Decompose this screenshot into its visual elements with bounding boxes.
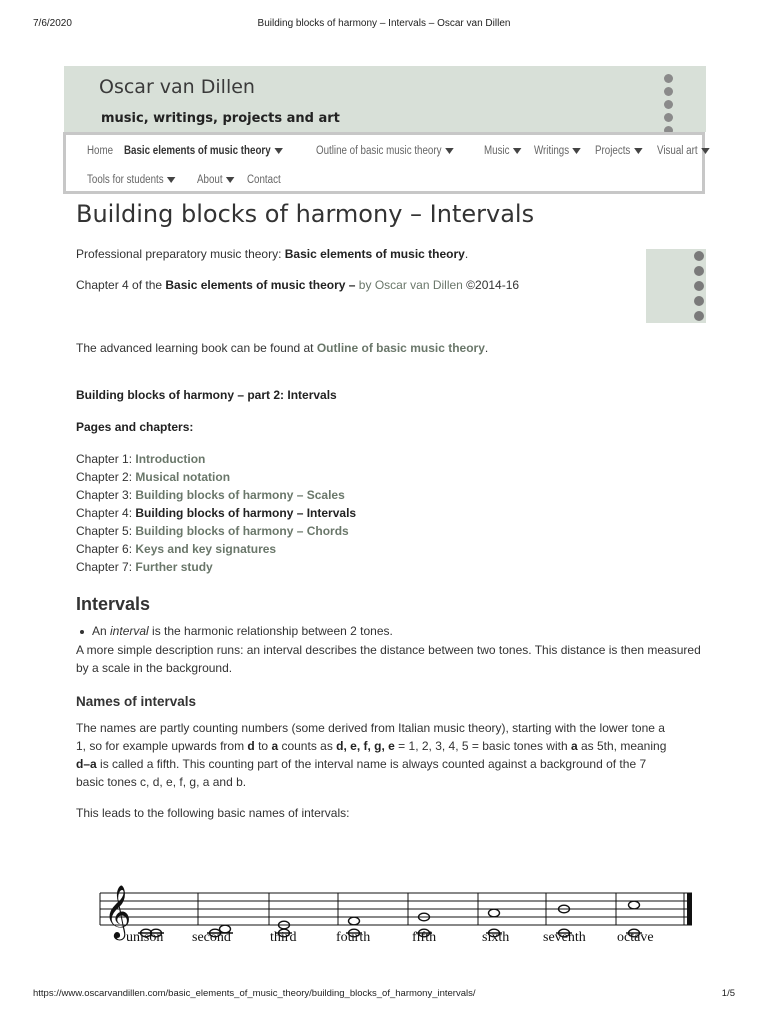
interval-label: unison: [126, 930, 164, 945]
nav-item-visual-art[interactable]: [657, 145, 709, 157]
print-date: 7/6/2020: [33, 18, 72, 29]
nav-item-tools-for-students[interactable]: [87, 174, 176, 186]
bullet-emphasis: interval: [110, 624, 149, 638]
interval-label: octave: [617, 930, 654, 945]
list-item: [76, 468, 356, 486]
names-2c: counts as: [278, 739, 337, 753]
pages-heading-text: Pages and chapters:: [76, 420, 194, 434]
nav-item-music[interactable]: [484, 145, 521, 157]
chapter-link[interactable]: Building blocks of harmony – Scales: [135, 488, 345, 502]
nav-item-label: Visual art: [656, 145, 698, 157]
chapter-link[interactable]: Musical notation: [135, 470, 231, 484]
nav-row-1: [87, 145, 725, 157]
list-item: [76, 558, 356, 576]
intro2-bold[interactable]: Basic elements of music theory –: [165, 278, 359, 292]
list-item: [76, 450, 356, 468]
interval-label: fifth: [412, 930, 437, 945]
nav-item-contact[interactable]: [247, 174, 281, 186]
bullet-text-b: is the harmonic relationship between 2 tones.: [148, 624, 393, 638]
intervals-heading: Intervals: [76, 594, 151, 614]
nav-item-projects[interactable]: [595, 145, 642, 157]
pages-heading: [76, 418, 193, 436]
leads-paragraph: This leads to the following basic names of intervals:: [76, 806, 350, 820]
print-header: [33, 18, 735, 32]
nav-item-basic-elements-of-music-theory[interactable]: [124, 145, 283, 157]
list-item: [76, 540, 356, 558]
part-heading-text: Building blocks of harmony – part 2: Intervals: [76, 388, 337, 402]
advanced-suffix: .: [484, 341, 489, 355]
note-a-2: a: [570, 739, 578, 753]
nav-item-label: Basic elements of music theory: [123, 145, 271, 157]
caret-down-icon: [701, 148, 710, 154]
chapter-prefix: Chapter 6:: [76, 542, 136, 556]
caret-down-icon: [572, 148, 581, 154]
bullet-text-a: An: [92, 624, 111, 638]
list-item: [76, 522, 356, 540]
chapter-prefix: Chapter 3:: [76, 488, 136, 502]
page-title: Building blocks of harmony – Intervals: [76, 200, 535, 228]
note-head: [349, 917, 360, 925]
menu-dots-icon[interactable]: [664, 74, 674, 139]
names-2d: = 1, 2, 3, 4, 5 = basic tones with: [394, 739, 571, 753]
list-item: [76, 504, 356, 522]
site-header: [64, 66, 706, 132]
author-link[interactable]: Oscar van Dillen: [374, 278, 463, 292]
chapter-list: [76, 450, 356, 576]
chapter-prefix: Chapter 2:: [76, 470, 136, 484]
chapter-link[interactable]: Building blocks of harmony – Chords: [135, 524, 349, 538]
chapter-prefix: Chapter 5:: [76, 524, 136, 538]
side-dots-icon[interactable]: [694, 251, 704, 326]
names-2b: to: [254, 739, 272, 753]
nav-item-label: About: [197, 174, 223, 186]
names-line-1: The names are partly counting numbers (some derived from Italian music theory), starting with the lower tone a: [76, 721, 665, 735]
names-2e: as 5th, meaning: [577, 739, 667, 753]
advanced-prefix: The advanced learning book can be found at: [76, 341, 317, 355]
part-heading: [76, 386, 337, 404]
nav-item-label: Contact: [247, 174, 281, 186]
nav-item-home[interactable]: [87, 145, 113, 157]
print-footer: [33, 988, 735, 1002]
chapter-link[interactable]: Keys and key signatures: [135, 542, 277, 556]
interval-label: second: [192, 930, 231, 945]
nav-item-label: Tools for students: [87, 174, 164, 186]
note-d: d: [247, 739, 255, 753]
chapter-link[interactable]: Further study: [135, 560, 213, 574]
outline-link[interactable]: Outline of basic music theory: [316, 341, 485, 355]
names-line-4: basic tones c, d, e, f, g, a and b.: [76, 775, 247, 789]
site-tagline: music, writings, projects and art: [101, 111, 340, 126]
chapter-link[interactable]: Introduction: [135, 452, 206, 466]
advanced-line: [76, 339, 488, 357]
treble-clef-icon: 𝄞: [104, 884, 132, 938]
interval-d-a: d–a: [76, 757, 97, 771]
names-2a: 1, so for example upwards from: [76, 739, 248, 753]
note-head: [489, 909, 500, 917]
interval-label: sixth: [482, 930, 510, 945]
intro1-bold[interactable]: Basic elements of music theory: [284, 247, 465, 261]
nav-item-about[interactable]: [197, 174, 234, 186]
intro1-prefix: Professional preparatory music theory:: [76, 247, 285, 261]
chapter-prefix: Chapter 1:: [76, 452, 136, 466]
chapter-current: Building blocks of harmony – Intervals: [135, 506, 357, 520]
intro1-suffix: .: [464, 247, 469, 261]
nav-item-label: Projects: [595, 145, 631, 157]
main-navigation: [63, 132, 705, 194]
caret-down-icon: [274, 148, 283, 154]
simple-description: A more simple description runs: an interval describes the distance between two tones. This distance is then measured by a scale in the background.: [76, 643, 701, 675]
interval-label: third: [270, 930, 297, 945]
intro-line-1: [76, 245, 468, 263]
site-title[interactable]: Oscar van Dillen: [99, 76, 255, 98]
caret-down-icon: [167, 177, 176, 183]
print-url: https://www.oscarvandillen.com/basic_elements_of_music_theory/building_blocks_of_harmony_intervals/: [33, 988, 476, 999]
chapter-prefix: Chapter 7:: [76, 560, 136, 574]
nav-item-writings[interactable]: [534, 145, 581, 157]
note-a: a: [271, 739, 279, 753]
interval-label: fourth: [336, 930, 371, 945]
intro2-prefix: Chapter 4 of the: [76, 278, 166, 292]
list-item: [80, 624, 393, 638]
nav-item-label: Home: [87, 145, 114, 157]
names-paragraph: [76, 719, 716, 791]
chapter-prefix: Chapter 4:: [76, 506, 136, 520]
caret-down-icon: [634, 148, 643, 154]
intro2-copyright: ©2014-16: [462, 278, 520, 292]
nav-item-label: Music: [483, 145, 510, 157]
nav-item-outline-of-basic-music-theory[interactable]: [316, 145, 453, 157]
nav-item-label: Outline of basic music theory: [316, 145, 442, 157]
print-page-number: 1/5: [721, 988, 735, 999]
names-line-3: is called a fifth. This counting part of the interval name is always counted against a background of the 7: [96, 757, 647, 771]
note-head: [629, 901, 640, 909]
print-title: Building blocks of harmony – Intervals – Oscar van Dillen: [257, 18, 511, 29]
intro-line-2: [76, 276, 519, 294]
side-widget: [646, 249, 706, 323]
note-sequence: d, e, f, g, e: [336, 739, 395, 753]
caret-down-icon: [226, 177, 235, 183]
list-item: [76, 486, 356, 504]
names-heading: Names of intervals: [76, 694, 197, 709]
interval-staff-figure: [96, 860, 696, 960]
intro2-by: by: [358, 278, 375, 292]
caret-down-icon: [445, 148, 454, 154]
nav-row-2: [87, 174, 293, 186]
bullet-icon: [80, 630, 84, 634]
interval-label: seventh: [543, 930, 586, 945]
nav-item-label: Writings: [533, 145, 570, 157]
caret-down-icon: [513, 148, 522, 154]
